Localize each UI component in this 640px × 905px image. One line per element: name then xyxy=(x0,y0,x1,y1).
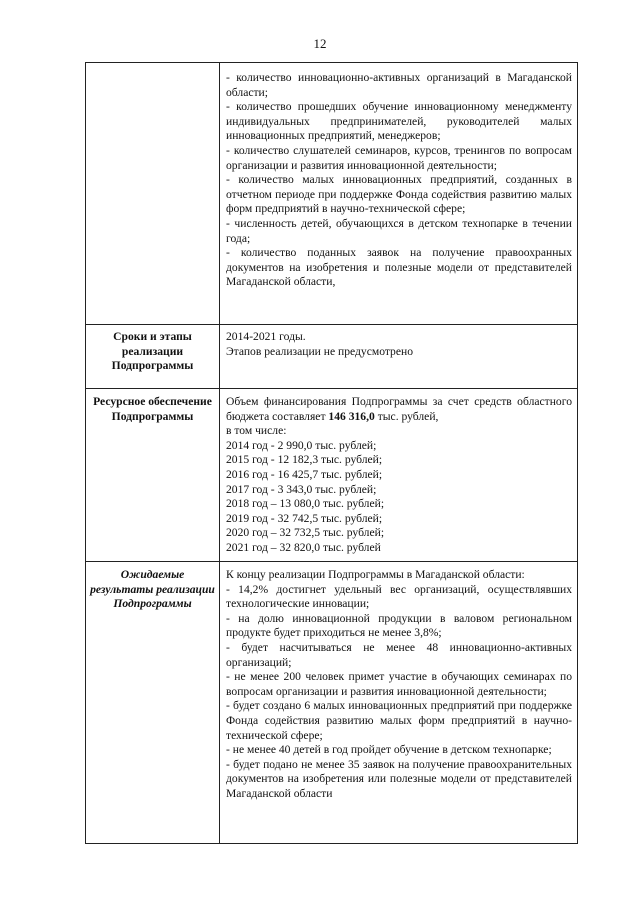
resources-intro-before: Объем финансирования Подпрограммы за счет средств областного бюджета составляет xyxy=(226,395,572,423)
terms-stages: Этапов реализации не предусмотрено xyxy=(226,344,414,358)
result-item: - на долю инновационной продукции в валовом региональном продукте будет приходиться не менее 3,8%; xyxy=(226,611,572,640)
result-item: - не менее 200 человек примет участие в обучающих семинарах по вопросам организации и развития инновационной деятельности; xyxy=(226,670,572,698)
indicators-content-cell xyxy=(220,63,578,325)
table-row-terms xyxy=(86,325,578,389)
result-item: - не менее 40 детей в год пройдет обучение в детском технопарке; xyxy=(226,743,552,757)
resources-content-cell xyxy=(220,389,578,562)
indicator-item: - количество прошедших обучение инновационному менеджменту индивидуальных предпринимателей, руководителей малых инновационных предприятий, менеджеров; xyxy=(226,100,572,143)
resources-intro-after: тыс. рублей, xyxy=(374,409,439,423)
indicator-item: - количество инновационно-активных организаций в Магаданской области; xyxy=(226,71,572,99)
indicator-item: - численность детей, обучающихся в детском технопарке в течении года; xyxy=(226,216,572,245)
result-item: - будет создано 6 малых инновационных предприятий при поддержке Фонда содействия развитию малых форм предприятий в научно-технической сфере; xyxy=(226,699,572,742)
resources-label: Ресурсное обеспечение Подпрограммы xyxy=(86,389,220,562)
table-row-results xyxy=(86,562,578,844)
table-row-resources xyxy=(86,389,578,562)
resources-year-2021: 2021 год – 32 820,0 тыс. рублей xyxy=(226,540,381,554)
resources-year-2020: 2020 год – 32 732,5 тыс. рублей; xyxy=(226,526,385,540)
indicators-label-cell xyxy=(86,63,220,325)
results-label: Ожидаемые результаты реализации Подпрограммы xyxy=(86,562,220,844)
resources-year-2016: 2016 год - 16 425,7 тыс. рублей; xyxy=(226,467,383,481)
result-item: - будет насчитываться не менее 48 инновационно-активных организаций; xyxy=(226,640,572,669)
terms-label: Сроки и этапы реализации Подпрограммы xyxy=(86,325,220,389)
resources-including: в том числе: xyxy=(226,424,287,438)
results-content-cell xyxy=(220,562,578,844)
indicator-item: - количество малых инновационных предприятий, созданных в отчетном периоде при поддержке Фонда содействия развитию малых форм предприятий в научно-технической сфере; xyxy=(226,173,572,216)
resources-year-2015: 2015 год - 12 182,3 тыс. рублей; xyxy=(226,453,383,467)
resources-year-2014: 2014 год - 2 990,0 тыс. рублей; xyxy=(226,438,377,452)
result-item: - 14,2% достигнет удельный вес организаций, осуществлявших технологические инновации; xyxy=(226,582,572,611)
terms-period: 2014-2021 годы. xyxy=(226,330,306,343)
resources-total: 146 316,0 xyxy=(328,409,375,423)
resources-year-2019: 2019 год - 32 742,5 тыс. рублей; xyxy=(226,511,383,525)
terms-content-cell xyxy=(220,325,578,389)
resources-year-2017: 2017 год - 3 343,0 тыс. рублей; xyxy=(226,482,377,496)
resources-year-2018: 2018 год – 13 080,0 тыс. рублей; xyxy=(226,497,385,511)
page-number: 12 xyxy=(313,36,327,51)
program-passport-table xyxy=(85,62,578,844)
result-item: - будет подано не менее 35 заявок на получение правоохранительных документов на изобретения или полезные модели от представителей Магаданской области xyxy=(226,757,572,800)
table-row-indicators xyxy=(86,63,578,325)
results-intro: К концу реализации Подпрограммы в Магаданской области: xyxy=(226,568,525,581)
indicator-item: - количество слушателей семинаров, курсов, тренингов по вопросам организации и развития инновационной деятельности; xyxy=(226,143,572,172)
indicator-item: - количество поданных заявок на получение правоохранных документов на изобретения и полезные модели от представителей Магаданской области, xyxy=(226,246,572,289)
resources-intro xyxy=(226,395,572,424)
